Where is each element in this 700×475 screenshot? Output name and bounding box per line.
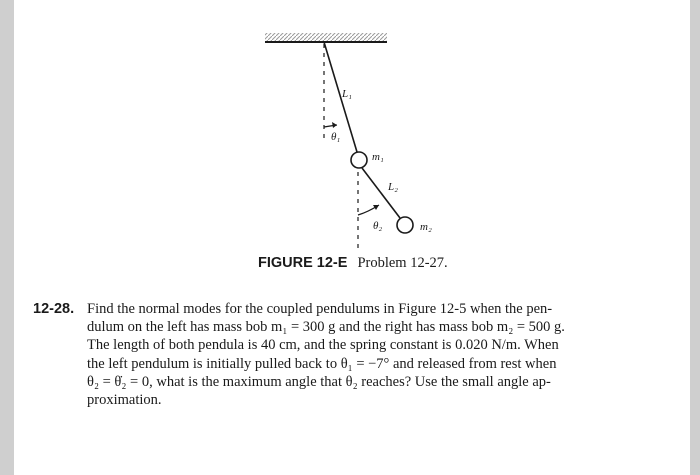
string-l2 [362,168,400,218]
figure-label: FIGURE 12-E [258,255,348,271]
problem-line: dulum on the left has mass bob m₁ = 300 g and the right has mass bob m₂ = 500 g. [87,319,565,336]
label-theta2: θ₂ [373,220,383,232]
caption-text: Problem 12-27. [357,255,448,271]
label-l2: L₂ [388,181,398,193]
problem-line: proximation. [87,392,162,409]
problem-12-28 [33,300,673,409]
problem-line: The length of both pendula is 40 cm, and the spring constant is 0.020 N/m. When [87,337,559,354]
theta1-arrowhead [332,122,337,128]
figure-caption [258,255,448,272]
bob-m2 [397,217,413,233]
ceiling-hatching [265,33,387,42]
bob-m1 [351,152,367,168]
label-l1: L₁ [342,88,352,100]
label-theta1: θ₁ [331,131,341,143]
problem-line: the left pendulum is initially pulled back to θ₁ = −7° and released from rest when [87,355,557,372]
problem-number: 12-28. [33,301,75,317]
label-m2: m₂ [420,221,432,233]
string-l1 [324,42,357,152]
label-m1: m₁ [372,151,384,163]
problem-line: θ₂ = θ̇₂ = 0, what is the maximum angle that θ₂ reaches? Use the small angle ap- [87,373,551,390]
problem-line: Find the normal modes for the coupled pendulums in Figure 12-5 when the pen- [87,301,553,317]
